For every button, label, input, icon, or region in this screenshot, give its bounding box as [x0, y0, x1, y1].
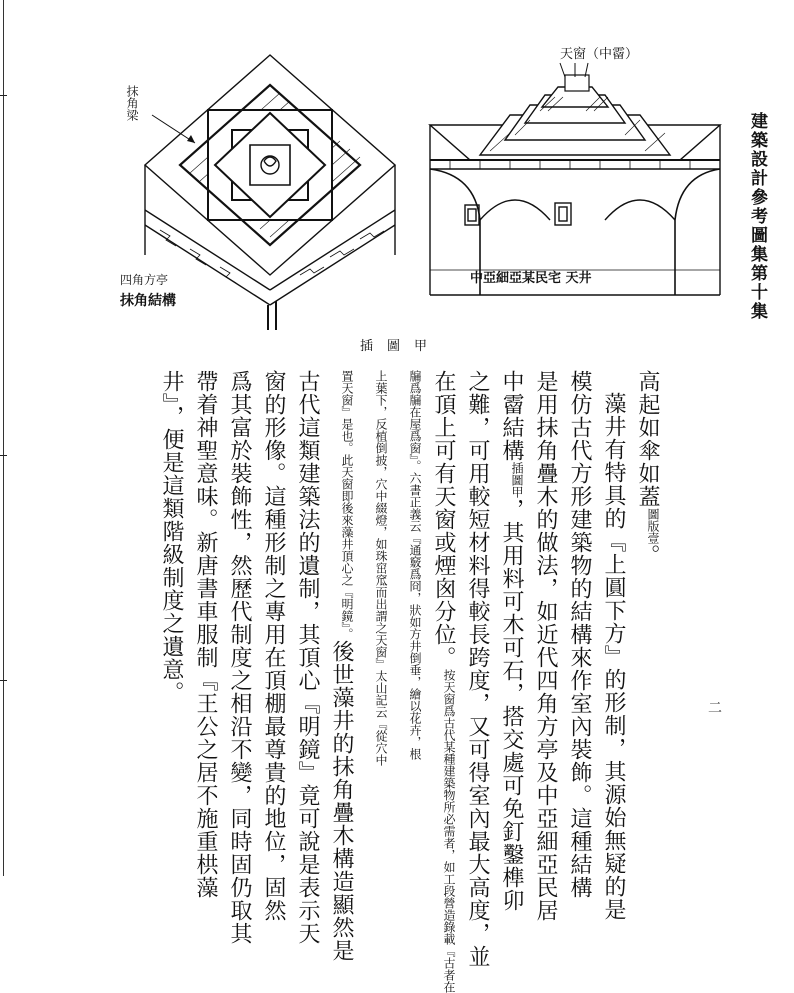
text-column: 爲其富於裝飾性，然歷代制度之相沿不變，同時固仍取其 — [227, 370, 252, 945]
corner-beam-callout: 抹角梁 — [125, 85, 139, 121]
figure-left-pavilion — [120, 45, 420, 330]
text-column: 置天窗』是也。此天窗即後來藻井頂心之『明鏡』。後世藻井的抹角疊木構造顯然是 — [329, 370, 354, 962]
text-column: 在頂上可有天窗或煙囪分位。按天窗爲古代某種建築物所必需者，如工段營造錄載『古者在 — [431, 370, 456, 993]
text-column: 模仿古代方形建築物的結構來作室內裝飾。這種結構 — [567, 370, 592, 899]
pavilion-label-line2: 抹角結構 — [120, 293, 176, 309]
text-column: 牖爲牖在屋爲窗』。六書正義云『通竅爲冏，狀如方井倒垂，繪以花卉，根 — [408, 370, 422, 760]
skylight-callout: 天窗（中霤） — [560, 47, 639, 62]
margin-tick — [0, 680, 7, 681]
figure-right-dwelling — [420, 45, 730, 305]
text-column: 是用抹角疊木的做法，如近代四角方亭及中亞細亞民居 — [533, 370, 558, 922]
text-column: 中霤結構插圖甲，其用料可木可石，搭交處可免釘鑿榫卯 — [499, 370, 524, 912]
dwelling-drawing — [420, 45, 730, 305]
text-column: 高起如傘如蓋圖版壹。 — [635, 370, 660, 567]
series-title: 建築設計參考圖集第十集 — [747, 112, 767, 321]
text-column: 古代這類建築法的遺制，其頂心『明鏡』竟可說是表示天 — [295, 370, 320, 945]
page-number: 二 — [706, 700, 722, 714]
text-column: 之難，可用較短材料得較長跨度，又可得室內最大高度，並 — [465, 370, 490, 968]
figure-caption: 插圖甲 — [360, 339, 442, 354]
text-column: 窗的形像。這種形制之專用在頂棚最尊貴的地位，固然 — [261, 370, 286, 922]
text-column: 藻井有特具的『上圓下方』的形制，其源始無疑的是 — [601, 392, 626, 921]
text-column: 井』，便是這類階級制度之遺意。 — [159, 370, 184, 704]
text-column: 帶着神聖意味。新唐書車服制『王公之居不施重栱藻 — [193, 370, 218, 899]
binding-edge-line — [3, 0, 4, 876]
margin-tick — [0, 455, 7, 456]
margin-tick — [0, 95, 7, 96]
dwelling-label: 中亞細亞某民宅 天井 — [470, 271, 592, 286]
body-text — [124, 370, 664, 993]
pavilion-label-line1: 四角方亭 — [120, 273, 169, 287]
text-column: 上葉下，反植倒披，穴中綴燈，如珠窋窊而出謂之天窗』太山記云『從穴中 — [374, 370, 388, 766]
